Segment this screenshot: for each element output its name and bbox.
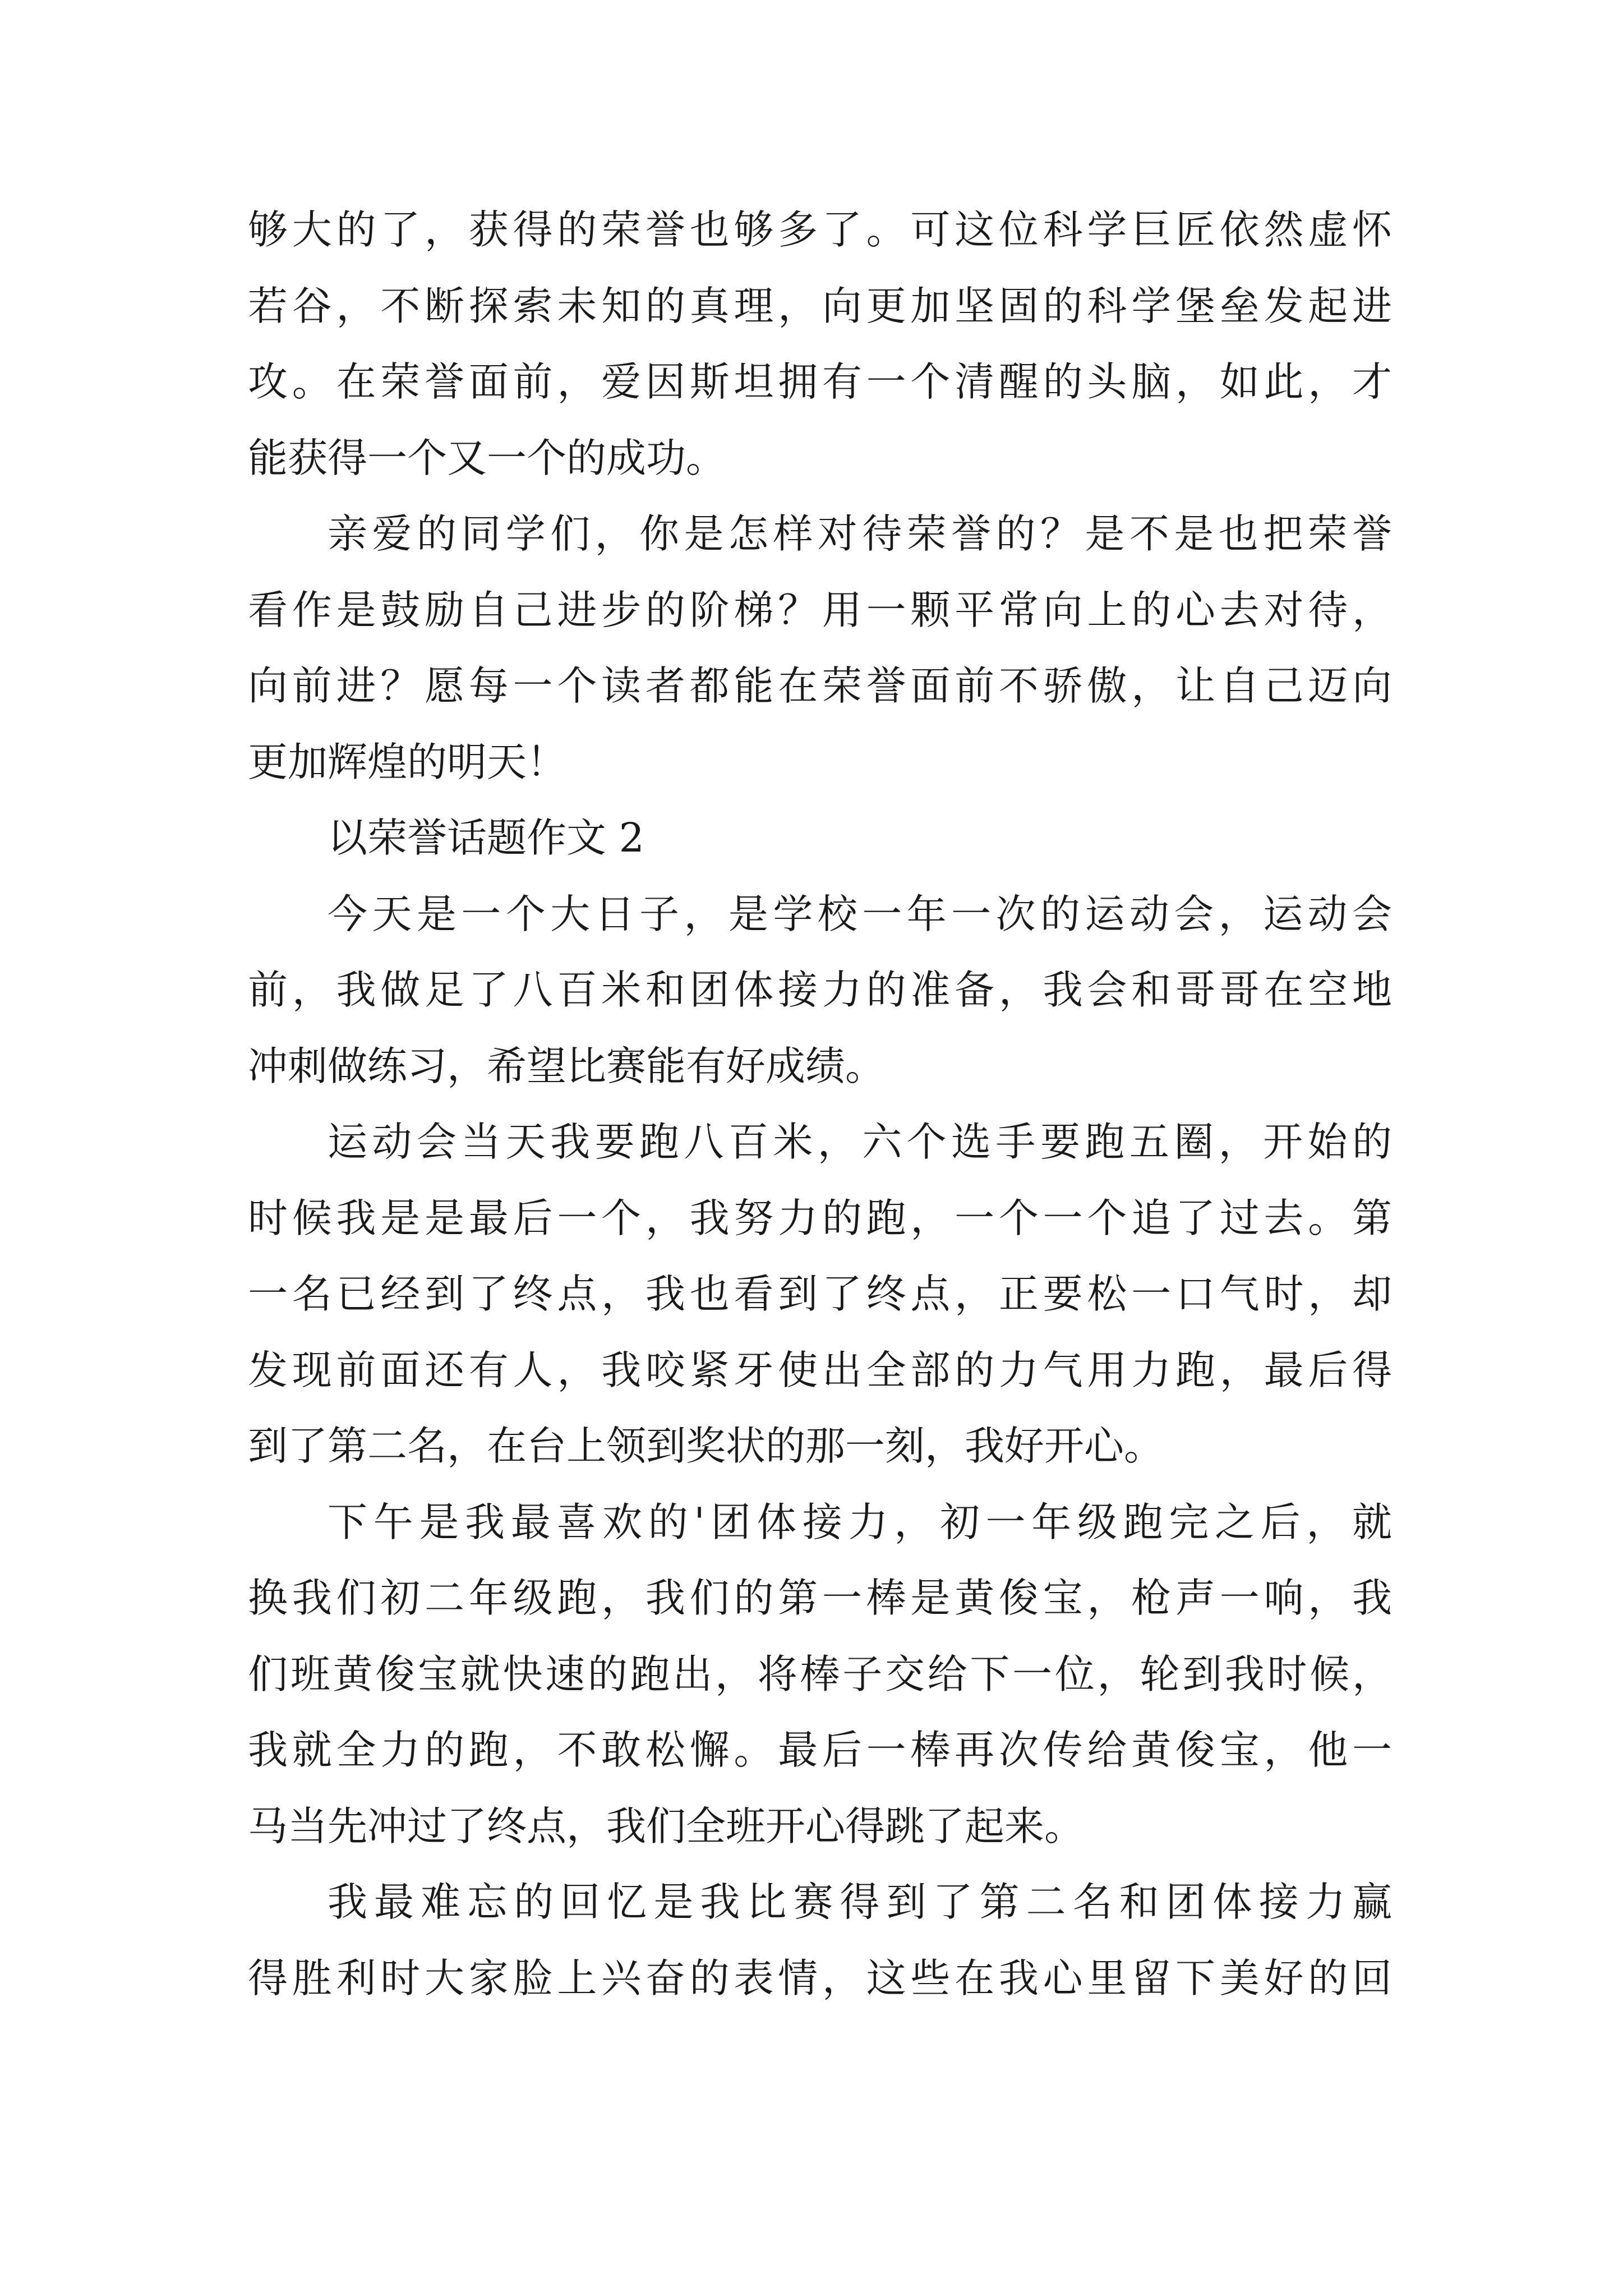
text-line: 冲刺做练习，希望比赛能有好成绩。 bbox=[248, 1042, 886, 1089]
paragraph bbox=[248, 192, 1392, 496]
text-line: 一名已经到了终点，我也看到了终点，正要松一口气时，却 bbox=[248, 1271, 1392, 1317]
paragraph bbox=[248, 1104, 1392, 1484]
text-line: 马当先冲过了终点，我们全班开心得跳了起来。 bbox=[248, 1802, 1085, 1849]
text-line: 下午是我最喜欢的'团体接力，初一年级跑完之后，就 bbox=[328, 1498, 1392, 1545]
text-line: 发现前面还有人，我咬紧牙使出全部的力气用力跑，最后得 bbox=[248, 1346, 1392, 1393]
paragraph bbox=[248, 876, 1392, 1105]
text-line: 看作是鼓励自己进步的阶梯？用一颗平常向上的心去对待， bbox=[248, 586, 1392, 633]
paragraph bbox=[248, 1484, 1392, 1865]
text-line: 攻。在荣誉面前，爱因斯坦拥有一个清醒的头脑，如此，才 bbox=[248, 358, 1392, 405]
text-line: 能获得一个又一个的成功。 bbox=[248, 434, 726, 481]
paragraph bbox=[248, 1864, 1392, 2016]
text-line: 够大的了，获得的荣誉也够多了。可这位科学巨匠依然虚怀 bbox=[248, 206, 1392, 253]
section-heading: 以荣誉话题作文 2 bbox=[328, 815, 644, 861]
text-line: 时候我是是最后一个，我努力的跑，一个一个追了过去。第 bbox=[248, 1194, 1392, 1241]
text-line: 到了第二名，在台上领到奖状的那一刻，我好开心。 bbox=[248, 1423, 1164, 1469]
text-line: 我最难忘的回忆是我比赛得到了第二名和团体接力赢 bbox=[328, 1879, 1392, 1925]
text-line: 我就全力的跑，不敢松懈。最后一棒再次传给黄俊宝，他一 bbox=[248, 1727, 1392, 1773]
text-line: 亲爱的同学们，你是怎样对待荣誉的？是不是也把荣誉 bbox=[328, 510, 1392, 557]
text-line: 换我们初二年级跑，我们的第一棒是黄俊宝，枪声一响，我 bbox=[248, 1575, 1392, 1621]
text-line: 向前进？愿每一个读者都能在荣誉面前不骄傲，让自己迈向 bbox=[248, 662, 1392, 709]
text-line: 前，我做足了八百米和团体接力的准备，我会和哥哥在空地 bbox=[248, 967, 1392, 1013]
document-body bbox=[248, 192, 1392, 2016]
text-line: 们班黄俊宝就快速的跑出，将棒子交给下一位，轮到我时候， bbox=[248, 1650, 1392, 1697]
text-line: 得胜利时大家脸上兴奋的表情，这些在我心里留下美好的回 bbox=[248, 1954, 1392, 2001]
text-line: 运动会当天我要跑八百米，六个选手要跑五圈，开始的 bbox=[328, 1119, 1392, 1165]
text-line: 若谷，不断探索未知的真理，向更加坚固的科学堡垒发起进 bbox=[248, 282, 1392, 329]
text-line: 更加辉煌的明天！ bbox=[248, 738, 567, 785]
text-line: 今天是一个大日子，是学校一年一次的运动会，运动会 bbox=[328, 890, 1392, 937]
paragraph bbox=[248, 496, 1392, 800]
